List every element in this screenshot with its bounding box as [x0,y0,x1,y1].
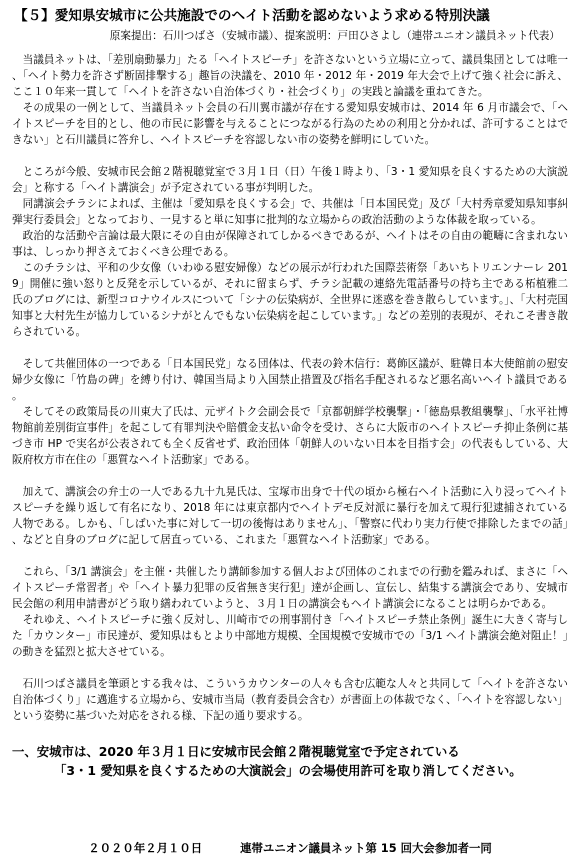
body-section-2 [12,164,568,340]
body-section-1 [12,52,568,148]
resolution-demand [12,742,568,780]
body-section-5 [12,564,568,660]
signature-line [0,840,580,856]
section-gap [12,724,568,740]
section-gap [12,548,568,564]
paragraph: 同講演会チラシによれば、主催は「愛知県を良くする会」で、共催は「日本国民党」及び「大村秀章愛知県知事糾弾実行委員会」となっており、一見すると単に知事に批判的な立場からの政治活動のような体裁を取っている。 [12,198,568,226]
paragraph: その成果の一例として、当議員ネット会員の石川翼市議が存在する愛知県安城市は、2014 年 6 月市議会で、「ヘイトスピーチを目的とし、他の市民に影響を与えることにつながる行為のための利用と分かれば、許可することはできない」と石川議員に答弁し、ヘイトスピーチを容認しない市の姿勢を鮮明にしていた。 [12,102,568,146]
section-gap [12,468,568,484]
paragraph: 石川つばさ議員を筆頭とする我々は、こういうカウンターの人々も含む広範な人々と共同して「ヘイトを許さない自治体づくり」に邁進する立場から、安城市当局（教育委員会含む）が書面上の体裁でなく、「ヘイトを容認しない」という姿勢に基づいた対応をされる様、下記の通り要求する。 [12,678,568,722]
body-section-4 [12,484,568,548]
proposer-line: 原案提出：石川つばさ（安城市議）、提案説明：戸田ひさよし（連帯ユニオン議員ネット代表） [109,30,560,42]
paragraph: このチラシは、平和の少女像（いわゆる慰安婦像）などの展示が行われた国際芸術祭「あいちトリエンナーレ 2019」開催に強い怒りと反発を示しているが、それに留まらず、チラシ記載の連絡先電話番号の持ち主である柘植雅二氏のブログには、新型コロナウイルスについて「シナの伝染病が、全世界に迷惑を巻き散らしています。」、「大村売国知事と大村先生が協力しているシナがとんでもない伝染病を起こしています。」などの差別的表現が、それこそ書き散らされている。 [12,262,568,338]
section-gap [12,660,568,676]
body-section-6 [12,676,568,724]
paragraph: ところが今般、安城市民会館２階視聴覚室で３月１日（日）午後１時より、「3・1 愛知県を良くするための大演説会」と称する「ヘイト講演会」が予定されている事が判明した。 [12,166,568,194]
section-gap [12,148,568,164]
resolution-line-1: 一、安城市は、2020 年３月１日に安城市民会館２階視聴覚室で予定されている [12,744,460,759]
signature-date: ２０２０年２月１０日 [88,841,203,855]
body-section-3 [12,356,568,468]
paragraph: 政治的な活動や言論は最大限にその自由が保障されてしかるべきであるが、ヘイトはその自由の範疇に含まれない事は、しっかり押さえておくべき公理である。 [12,230,568,258]
paragraph: 加えて、講演会の弁士の一人である九十九晃氏は、宝塚市出身で十代の頃から極右ヘイト活動に入り浸ってヘイトスピーチを繰り返して有名になり、2018 年には東京都内でヘイトデモ反対派に暴行を加えて現行犯逮捕されている人物である。しかも、「しばいた事に対して一切の後悔はありません」、「警察に代わり実力行使で排除したまでの話」、などと自身のブログに記して居直っている、これまた「悪質なヘイト活動家」である。 [12,486,568,546]
paragraph: それゆえ、ヘイトスピーチに強く反対し、川崎市での刑事罰付き「ヘイトスピーチ禁止条例」誕生に大きく寄与した「カウンター」市民達が、愛知県はもとより中部地方規模、全国規模で安城市での「3/1 ヘイト講演会絶対阻止！」の動きを猛烈と拡大させている。 [12,614,568,658]
paragraph: これら、「3/1 講演会」を主催・共催したり講師参加する個人および団体のこれまでの行動を鑑みれば、まさに「ヘイトスピーチ常習者」や「ヘイト暴力犯罪の反省無き実行犯」達が企画し、宣伝し、結集する講演会であり、安城市民会館の利用申請書がどう取り繕われていようと、３月１日の講演会もヘイト講演会になることは明らかである。 [12,566,568,610]
resolution-line-2: 「3・1 愛知県を良くするための大演説会」の会場使用許可を取り消してください。 [54,763,522,778]
paragraph: そして共催団体の一つである「日本国民党」なる団体は、代表の鈴木信行：葛飾区議が、駐韓日本大使館前の慰安婦少女像に「竹島の碑」を縛り付け、韓国当局より入国禁止措置及び指名手配されるなど悪名高いヘイト議員である。 [12,358,568,402]
paragraph: そしてその政策局長の川東大了氏は、元ザイトク会副会長で「京都朝鮮学校襲撃」・「徳島県教組襲撃」、「水平社博物館前差別街宣事件」を起こして有罪判決や賠償金支払い命令を受け、さらに大阪市のヘイトスピーチ抑止条例に基づき市 HP で実名が公表されても全く反省せず、政治団体「朝鮮人のいない日本を目指す会」の代表もしている、大阪府枚方市在住の「悪質なヘイト活動家」である。 [12,406,568,466]
paragraph: 当議員ネットは、「差別扇動暴力」たる「ヘイトスピーチ」を許さないという立場に立って、議員集団としては唯一、「ヘイト勢力を許さず断固排撃する」趣旨の決議を、2010 年・2012 年・2019 年大会で上げて強く社会に訴え、ここ１０年来一貫して「ヘイトを許さない自治体づくり・社会づくり」の実践と論議を重ねてきた。 [12,54,568,98]
signatory: 連帯ユニオン議員ネット第 15 回大会参加者一同 [240,841,492,855]
section-gap [12,340,568,356]
document-title: 【５】愛知県安城市に公共施設でのヘイト活動を認めないよう求める特別決議 [14,8,490,24]
